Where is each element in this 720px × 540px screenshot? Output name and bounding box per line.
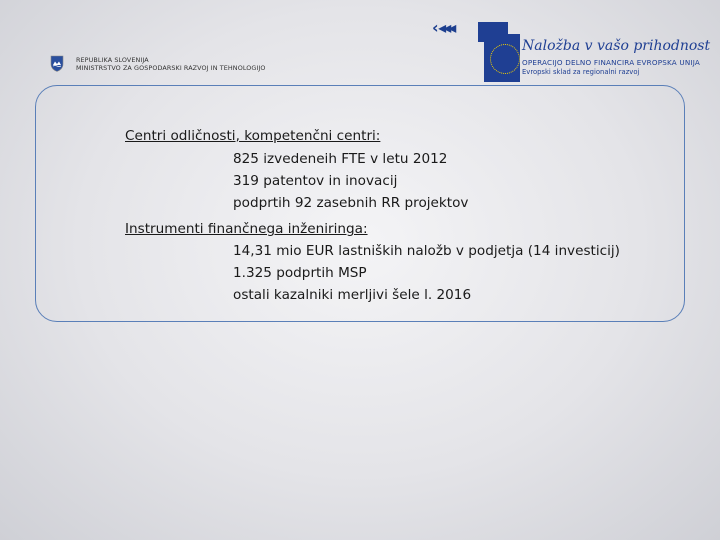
eu-cohesion-logo bbox=[432, 14, 711, 84]
slovenia-crest-icon bbox=[50, 55, 64, 72]
eu-stars-icon bbox=[490, 44, 520, 74]
eu-cofinance-text: OPERACIJO DELNO FINANCIRA EVROPSKA UNIJA bbox=[522, 58, 701, 67]
arrows-icon: ‹ ◂◂◂ bbox=[432, 18, 454, 37]
eu-slogan: Naložba v vašo prihodnost bbox=[522, 38, 711, 54]
list-item: 14,31 mio EUR lastniških naložb v podjetja (14 investicij) bbox=[233, 243, 620, 259]
ministry-line-1: REPUBLIKA SLOVENIJA bbox=[76, 56, 149, 64]
ministry-heading bbox=[76, 56, 266, 72]
ministry-line-2: MINISTRSTVO ZA GOSPODARSKI RAZVOJ IN TEHNOLOGIJO bbox=[76, 64, 266, 72]
section-heading-centri: Centri odličnosti, kompetenčni centri: bbox=[125, 128, 381, 144]
eu-fund-text: Evropski sklad za regionalni razvoj bbox=[522, 68, 640, 76]
list-item: 319 patentov in inovacij bbox=[233, 173, 398, 189]
list-item: ostali kazalniki merljivi šele l. 2016 bbox=[233, 287, 472, 303]
list-item: podprtih 92 zasebnih RR projektov bbox=[233, 195, 469, 211]
list-item: 825 izvedeneih FTE v letu 2012 bbox=[233, 151, 448, 167]
list-item: 1.325 podprtih MSP bbox=[233, 265, 367, 281]
section-heading-instrumenti: Instrumenti finančnega inženiringa: bbox=[125, 221, 368, 237]
